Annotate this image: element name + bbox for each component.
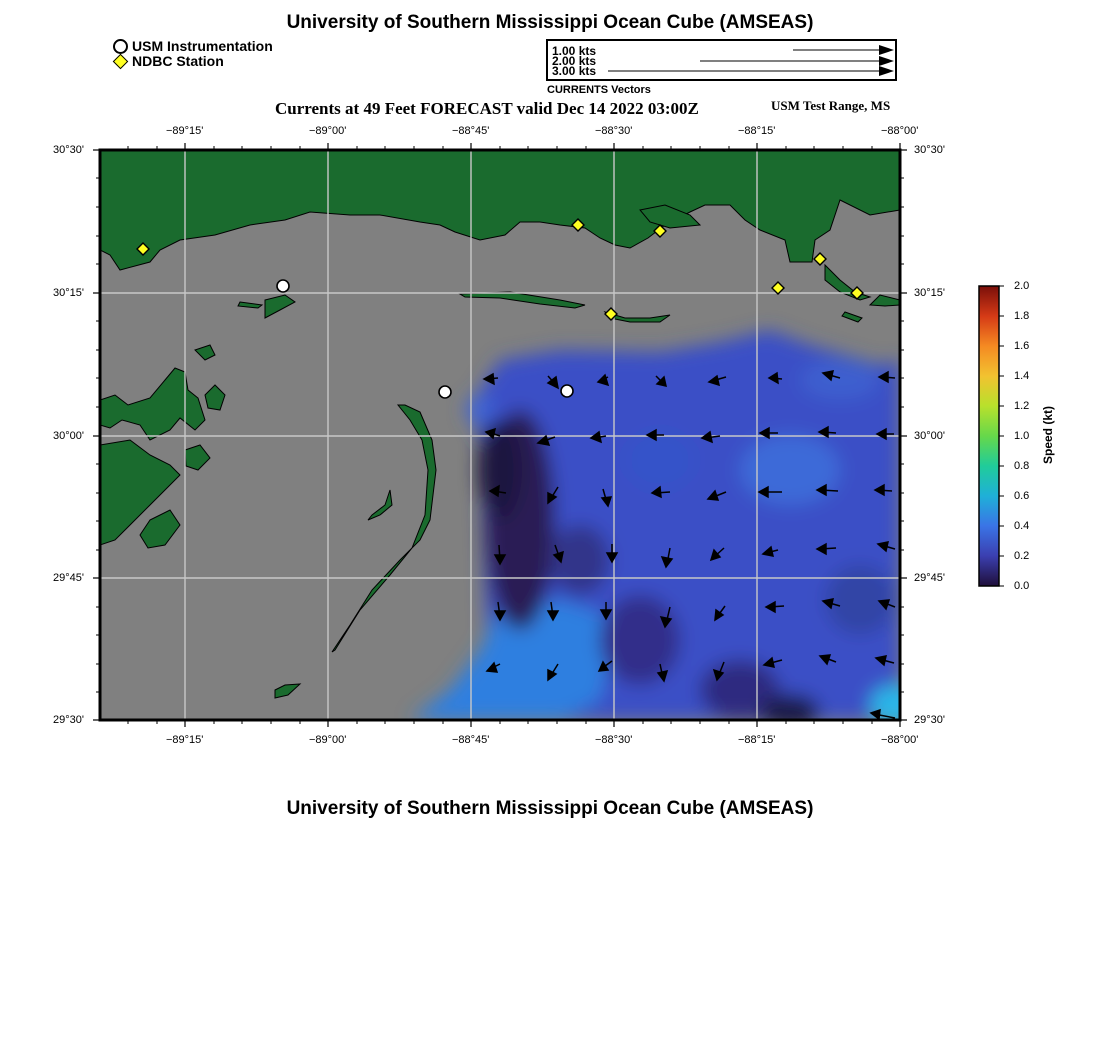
colorbar-tick: 1.6 (1014, 340, 1030, 352)
speed-colorbar (975, 280, 1015, 592)
lon-tick-top: −88°00' (881, 125, 919, 137)
lat-tick-left: 29°45' (53, 572, 84, 584)
lat-tick-left: 29°30' (53, 714, 84, 726)
usm-station-marker (439, 386, 451, 398)
colorbar-tick: 0.2 (1014, 550, 1030, 562)
lon-tick-top: −89°15' (166, 125, 204, 137)
lat-tick-left: 30°15' (53, 287, 84, 299)
usm-station-marker (277, 280, 289, 292)
colorbar-tick: 0.8 (1014, 460, 1030, 472)
speed-field (410, 330, 920, 730)
usm-station-marker (561, 385, 573, 397)
lat-tick-left: 30°30' (53, 144, 84, 156)
lat-tick-right: 30°00' (914, 430, 945, 442)
ndbc-legend-label: NDBC Station (132, 53, 224, 69)
footer-title: University of Southern Mississippi Ocean Cube (AMSEAS) (286, 798, 814, 819)
map-subtitle: Currents at 49 Feet FORECAST valid Dec 14 2022 03:00Z (275, 99, 699, 118)
usm-legend-label: USM Instrumentation (132, 38, 273, 54)
vector-key-3kt: 3.00 kts (552, 64, 597, 78)
lat-tick-right: 29°30' (914, 714, 945, 726)
lon-tick-top: −88°45' (452, 125, 490, 137)
colorbar-tick: 0.6 (1014, 490, 1030, 502)
range-label: USM Test Range, MS (771, 98, 891, 113)
lon-tick-top: −88°15' (738, 125, 776, 137)
lat-tick-right: 30°30' (914, 144, 945, 156)
colorbar-tick: 0.4 (1014, 520, 1030, 532)
lon-tick-bottom: −89°15' (166, 734, 204, 746)
colorbar-tick: 1.4 (1014, 370, 1030, 382)
colorbar-tick: 1.2 (1014, 400, 1030, 412)
lon-tick-top: −89°00' (309, 125, 347, 137)
colorbar-tick: 1.8 (1014, 310, 1030, 322)
vector-key-caption: CURRENTS Vectors (547, 84, 651, 96)
lat-tick-right: 30°15' (914, 287, 945, 299)
vector-key-1kt: 1.00 kts (552, 44, 597, 58)
colorbar-tick: 1.0 (1014, 430, 1030, 442)
lat-tick-right: 29°45' (914, 572, 945, 584)
vector-key-2kt: 2.00 kts (552, 54, 597, 68)
lon-tick-top: −88°30' (595, 125, 633, 137)
colorbar-tick: 0.0 (1014, 580, 1030, 592)
main-title: University of Southern Mississippi Ocean Cube (AMSEAS) (286, 12, 814, 33)
lon-tick-bottom: −89°00' (309, 734, 347, 746)
lon-tick-bottom: −88°30' (595, 734, 633, 746)
lon-tick-bottom: −88°15' (738, 734, 776, 746)
lon-tick-bottom: −88°45' (452, 734, 490, 746)
lon-tick-bottom: −88°00' (881, 734, 919, 746)
colorbar-title: Speed (kt) (1041, 406, 1055, 465)
colorbar-tick: 2.0 (1014, 280, 1030, 292)
lat-tick-left: 30°00' (53, 430, 84, 442)
